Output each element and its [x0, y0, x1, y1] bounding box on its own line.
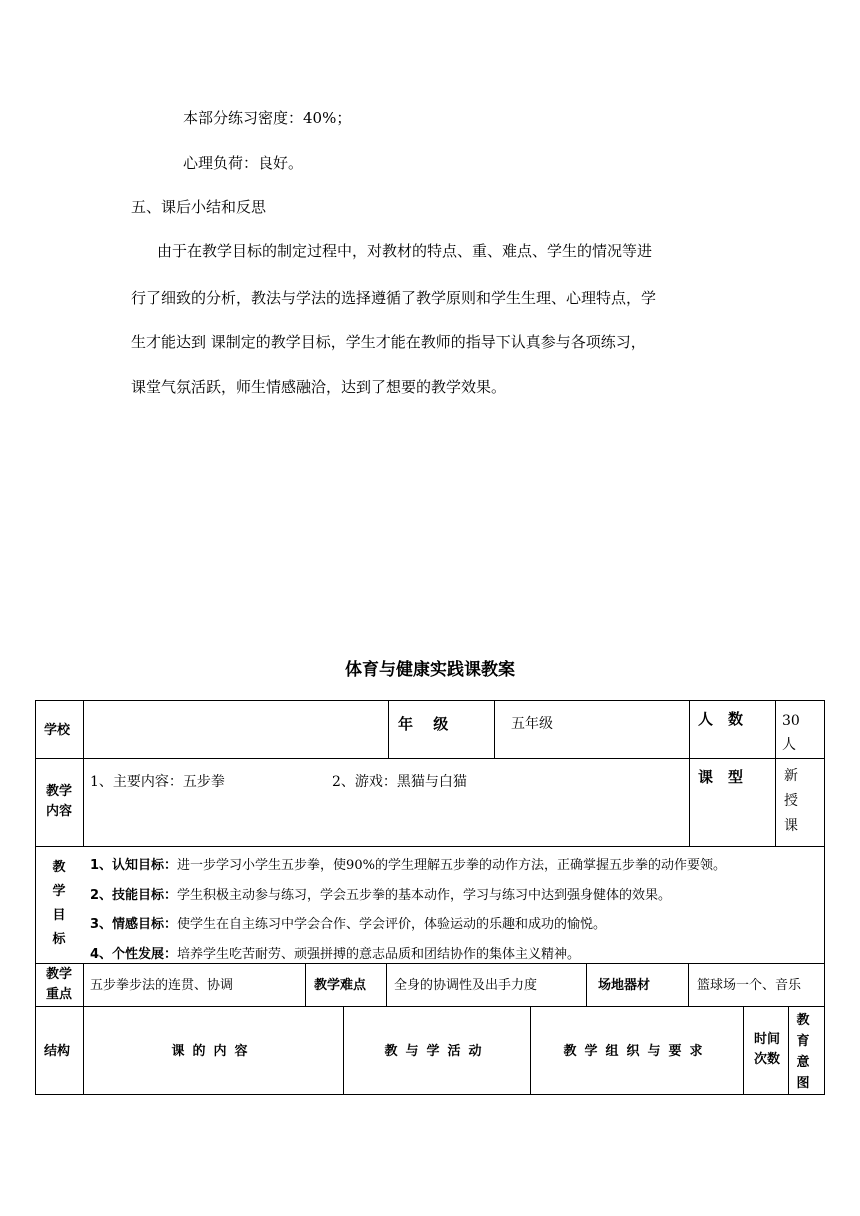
col-structure: 结构: [44, 1044, 71, 1059]
key-point-label: 教学重点: [45, 967, 72, 1002]
content-label: 教学内容: [45, 784, 72, 819]
col-organization: 教学组织与要求: [563, 1044, 711, 1059]
school-label: 学校: [44, 723, 71, 738]
col-time: 时间次数: [753, 1032, 780, 1067]
paragraph-line: 课堂气氛活跃，师生情感融洽，达到了想要的教学效果。: [131, 378, 507, 396]
paragraph-line: 生才能达到 课制定的教学目标，学生才能在教师的指导下认真参与各项练习，: [131, 333, 646, 351]
grade-label: 年 级: [398, 715, 449, 733]
equipment-value: 篮球场一个、音乐: [697, 978, 802, 993]
lesson-plan-title: 体育与健康实践课教案: [345, 660, 515, 680]
objective-cognitive: 1、认知目标：进一步学习小学生五步拳，使90%的学生理解五步拳的动作方法，正确掌握五步拳的动作要领。: [90, 858, 726, 873]
equipment-label: 场地器材: [598, 978, 651, 993]
type-value: 新授课: [784, 768, 798, 834]
type-label: 课 型: [698, 768, 744, 786]
content-main: 1、主要内容：五步拳: [90, 774, 225, 790]
density-line: 本部分练习密度：40%；: [183, 109, 352, 127]
difficulty-label: 教学难点: [314, 978, 367, 993]
grade-value: 五年级: [511, 716, 553, 732]
col-activity: 教与学活动: [384, 1044, 490, 1059]
objective-skill: 2、技能目标：学生积极主动参与练习，学会五步拳的基本动作，学习与练习中达到强身健体的效果。: [90, 888, 672, 903]
count-value: 30人: [782, 713, 800, 753]
objective-personality: 4、个性发展：培养学生吃苦耐劳、顽强拼搏的意志品质和团结协作的集体主义精神。: [90, 947, 581, 962]
content-game: 2、游戏：黑猫与白猫: [332, 774, 467, 790]
paragraph-line: 由于在教学目标的制定过程中，对教材的特点、重、难点、学生的情况等进: [157, 242, 653, 260]
col-intent: 教育意图: [796, 1013, 810, 1091]
load-line: 心理负荷：良好。: [183, 154, 304, 172]
count-label: 人 数: [698, 710, 744, 728]
paragraph-line: 行了细致的分析，教法与学法的选择遵循了教学原则和学生生理、心理特点，学: [131, 289, 657, 307]
key-point-value: 五步拳步法的连贯、协调: [90, 978, 234, 993]
objective-label: 教学目标: [52, 860, 66, 947]
difficulty-value: 全身的协调性及出手力度: [394, 978, 538, 993]
col-content: 课的内容: [171, 1044, 256, 1059]
objective-emotion: 3、情感目标：使学生在自主练习中学会合作、学会评价，体验运动的乐趣和成功的愉悦。: [90, 917, 607, 932]
section-heading: 五、课后小结和反思: [131, 198, 267, 216]
